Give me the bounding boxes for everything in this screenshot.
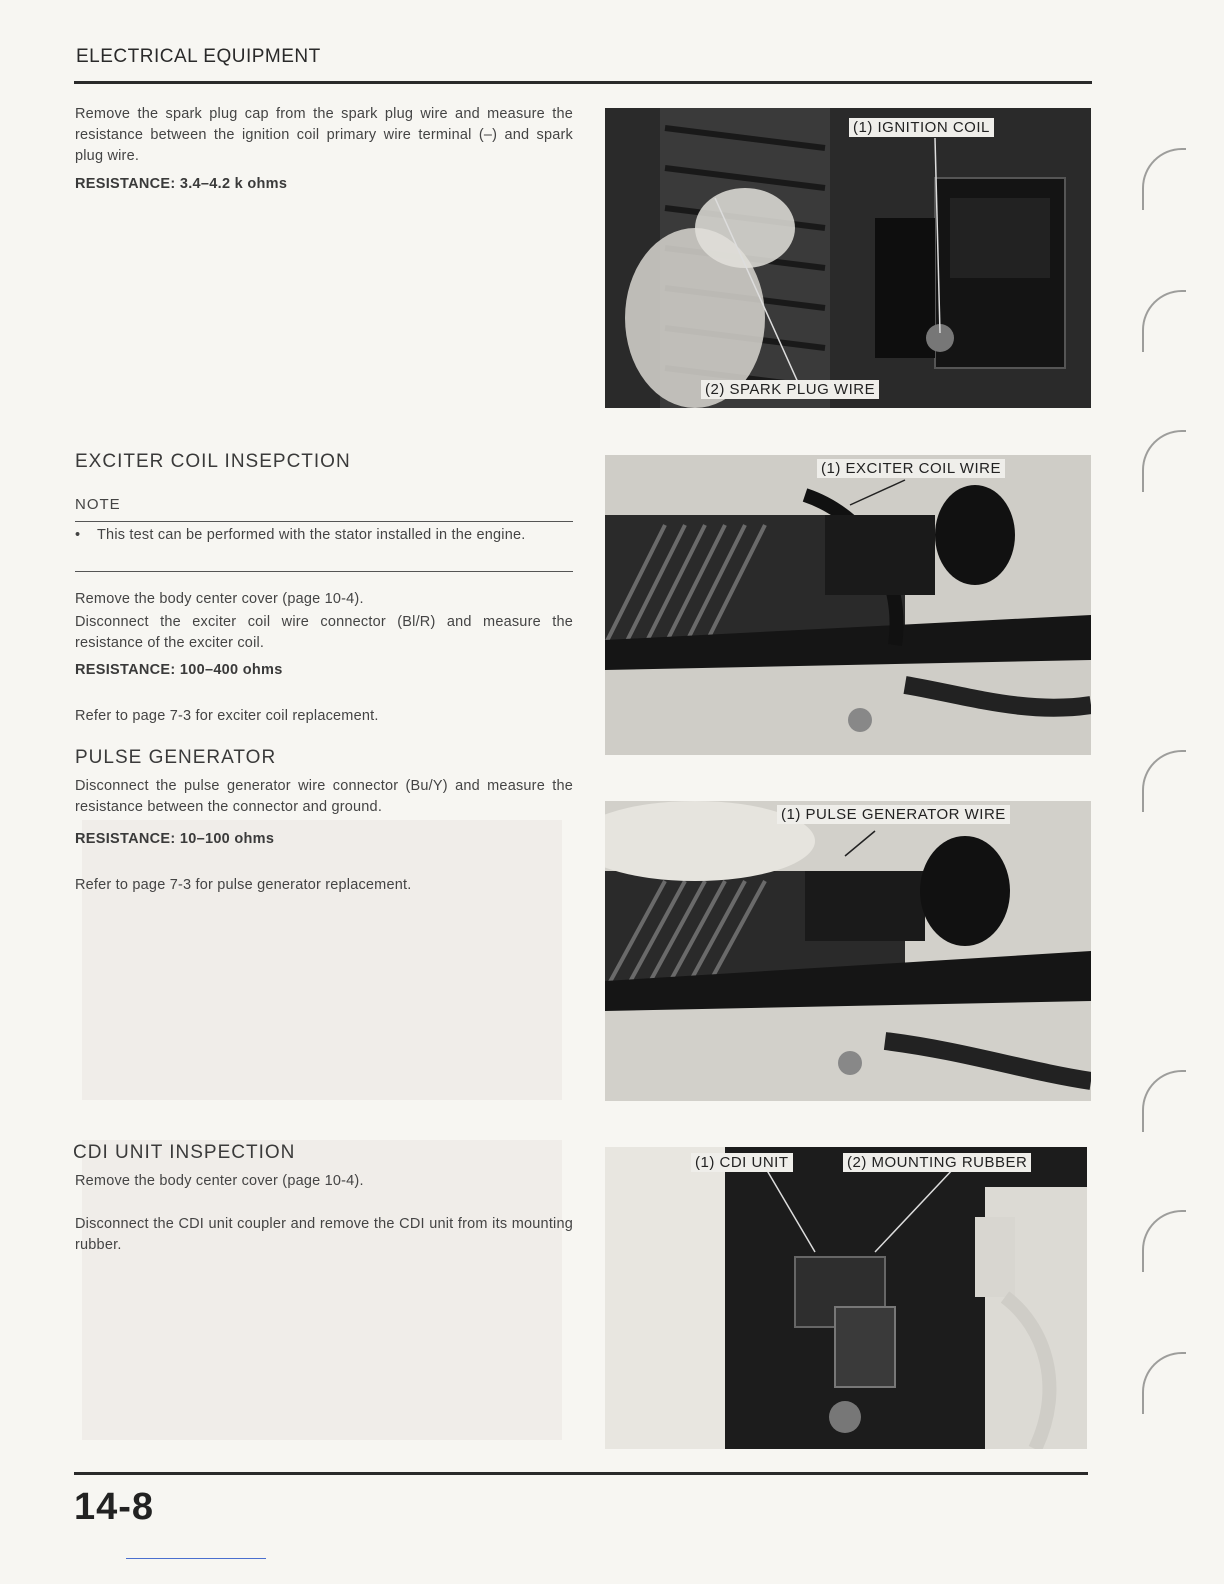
- binder-hole-mark: [1142, 1070, 1186, 1132]
- footer-rule: [74, 1472, 1088, 1475]
- cdi-step-1: Remove the body center cover (page 10-4).: [75, 1173, 364, 1189]
- callout-ignition-coil: (1) IGNITION COIL: [849, 118, 994, 137]
- note-top-rule: [75, 521, 573, 522]
- pulse-photo-art: [605, 801, 1091, 1101]
- header-rule: [74, 81, 1092, 84]
- exciter-heading: EXCITER COIL INSEPCTION: [75, 451, 351, 472]
- page-number: 14-8: [74, 1486, 155, 1528]
- callout-mounting-rubber: (2) MOUNTING RUBBER: [843, 1153, 1031, 1172]
- spec-label: RESISTANCE:: [75, 831, 176, 847]
- binder-hole-mark: [1142, 148, 1186, 210]
- pulse-refer: Refer to page 7-3 for pulse generator replacement.: [75, 877, 412, 893]
- spec-value: 3.4–4.2 k ohms: [179, 176, 288, 192]
- scan-edge-line: [126, 1558, 266, 1559]
- page-header-title: ELECTRICAL EQUIPMENT: [76, 46, 321, 67]
- cdi-step-2: Disconnect the CDI unit coupler and remove the CDI unit from its mounting rubber.: [75, 1216, 573, 1253]
- bleed-through-shade: [82, 820, 562, 1100]
- exciter-refer: Refer to page 7-3 for exciter coil replacement.: [75, 708, 379, 724]
- exciter-step-1: Remove the body center cover (page 10-4).: [75, 591, 364, 607]
- pulse-paragraph: Disconnect the pulse generator wire connector (Bu/Y) and measure the resistance between the connector and ground.: [75, 778, 573, 815]
- binder-hole-mark: [1142, 1210, 1186, 1272]
- cdi-heading: CDI UNIT INSPECTION: [73, 1142, 296, 1163]
- leader-line: [875, 1167, 955, 1252]
- note-bullet: •: [75, 527, 81, 543]
- pulse-heading: PULSE GENERATOR: [75, 747, 277, 768]
- binder-hole-mark: [1142, 1352, 1186, 1414]
- leader-line: [845, 831, 875, 856]
- note-text: This test can be performed with the stator installed in the engine.: [97, 527, 526, 543]
- callout-spark-plug-wire: (2) SPARK PLUG WIRE: [701, 380, 879, 399]
- spec-label: RESISTANCE:: [75, 662, 176, 678]
- spec-value: 10–100 ohms: [179, 831, 275, 847]
- pulse-resistance-spec: [75, 831, 274, 847]
- callout-exciter-coil-wire: (1) EXCITER COIL WIRE: [817, 459, 1005, 478]
- exciter-step-2: Disconnect the exciter coil wire connector (Bl/R) and measure the resistance of the exciter coil.: [75, 614, 573, 651]
- exciter-resistance-spec: [75, 662, 283, 678]
- cdi-unit-photo: [605, 1147, 1087, 1449]
- leader-line: [850, 480, 905, 505]
- spec-value: 100–400 ohms: [179, 662, 283, 678]
- note-bottom-rule: [75, 571, 573, 572]
- cdi-photo-art: [605, 1147, 1087, 1449]
- binder-hole-mark: [1142, 430, 1186, 492]
- note-label: NOTE: [75, 496, 121, 513]
- ignition-photo-art: [605, 108, 1091, 408]
- binder-hole-mark: [1142, 750, 1186, 812]
- binder-hole-mark: [1142, 290, 1186, 352]
- ignition-coil-photo: [605, 108, 1091, 408]
- ignition-resistance-spec: [75, 176, 287, 192]
- callout-cdi-unit: (1) CDI UNIT: [691, 1153, 793, 1172]
- spec-label: RESISTANCE:: [75, 176, 176, 192]
- callout-pulse-generator-wire: (1) PULSE GENERATOR WIRE: [777, 805, 1010, 824]
- leader-line: [765, 1167, 815, 1252]
- ignition-paragraph: Remove the spark plug cap from the spark plug wire and measure the resistance between the ignition coil primary wire terminal (–) and spark plug wire.: [75, 106, 573, 164]
- pulse-generator-photo: [605, 801, 1091, 1101]
- exciter-coil-photo: [605, 455, 1091, 755]
- exciter-photo-art: [605, 455, 1091, 755]
